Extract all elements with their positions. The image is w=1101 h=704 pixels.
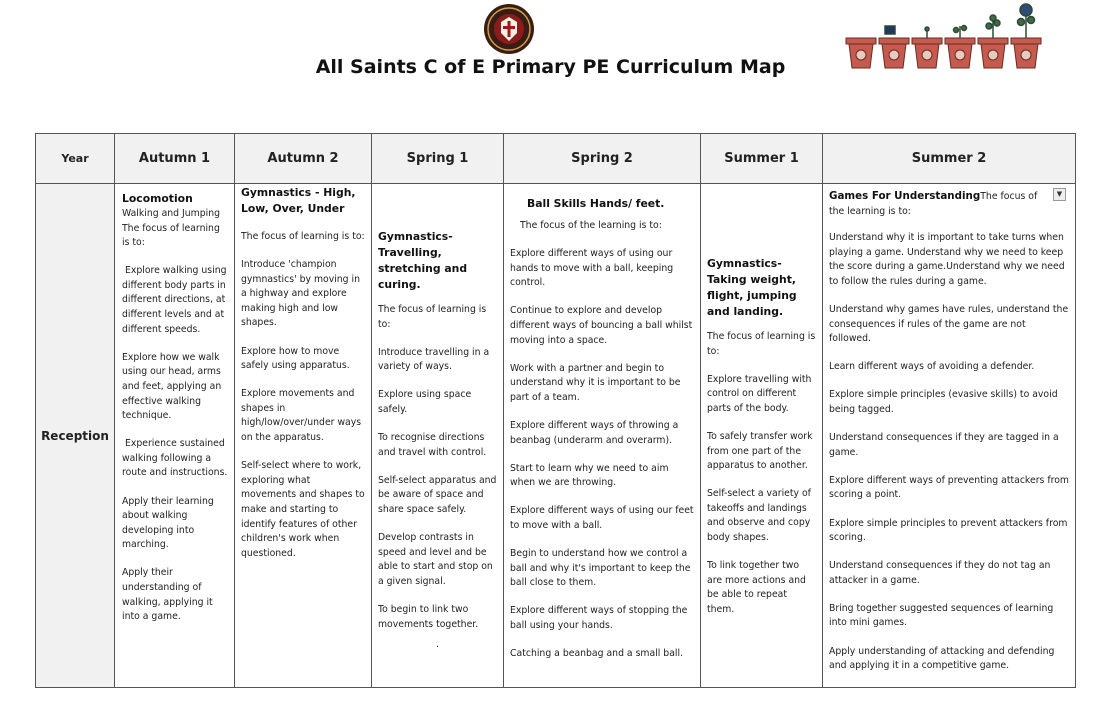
autumn-1-item: Experience sustained walking following a route and instructions.: [122, 438, 228, 479]
autumn-2-item: Introduce 'champion gymnastics' by moving in a highway and explore making high and low shapes.: [241, 259, 363, 329]
col-header-spring-2: Spring 2: [504, 134, 701, 184]
page-title: All Saints C of E Primary PE Curriculum Map: [315, 56, 786, 78]
dropdown-arrow-icon[interactable]: ▼: [1053, 188, 1066, 201]
summer-1-intro: The focus of learning is to:: [707, 331, 819, 357]
spring-1-item: Self-select apparatus and be aware of space and share space safely.: [378, 474, 500, 515]
cell-autumn-1: [115, 184, 235, 688]
summer-1-item: Explore travelling with control on different parts of the body.: [707, 373, 815, 414]
autumn-2-item: Self-select where to work, exploring what movements and shapes to make and starting to identify features of other children's work when questioned.: [241, 460, 368, 559]
autumn-1-item: Apply their learning about walking developing into marching.: [122, 495, 217, 551]
cell-autumn-2: [235, 184, 372, 688]
autumn-1-item: Explore walking using different body parts in different directions, at different levels and at different speeds.: [122, 265, 230, 335]
summer-2-heading: Games For Understanding: [829, 190, 981, 202]
summer-2-heading-line: [829, 188, 1051, 219]
summer-2-item: Understand consequences if they are tagged in a game.: [829, 432, 1062, 458]
school-crest-logo: [483, 3, 535, 55]
spring-1-item: Explore using space safely.: [378, 389, 475, 415]
curriculum-table: [35, 133, 1076, 688]
summer-1-item: To link together two are more actions and be able to repeat them.: [707, 560, 809, 615]
cell-summer-1: [701, 184, 823, 688]
spring-2-item: Start to learn why we need to aim when we are throwing.: [510, 462, 672, 489]
spring-2-heading: Ball Skills Hands/ feet.: [527, 197, 665, 210]
summer-2-item: Explore simple principles to prevent attackers from scoring.: [829, 517, 1071, 544]
summer-2-item: Explore different ways of preventing attackers from scoring a point.: [829, 474, 1072, 501]
col-header-autumn-2: Autumn 2: [235, 134, 372, 184]
spring-1-item: Introduce travelling in a variety of ways.: [378, 346, 493, 373]
spring-1-intro: The focus of learning is to:: [378, 304, 490, 330]
spring-2-item: Work with a partner and begin to understand why it is important to be part of a team.: [510, 362, 684, 403]
summer-2-item: Bring together suggested sequences of learning into mini games.: [829, 602, 1057, 629]
autumn-2-item: Explore how to move safely using apparatus.: [241, 345, 350, 372]
reception-row: [36, 184, 1076, 688]
summer-2-intro: The focus of the learning is to:: [829, 191, 1041, 217]
spring-1-heading: Gymnastics- Travelling, stretching and curing.: [378, 230, 471, 291]
autumn-1-intro: The focus of learning is to:: [122, 222, 223, 249]
spring-2-item: Begin to understand how we control a ball and why it's important to keep the ball close to them.: [510, 548, 694, 589]
autumn-2-item: Explore movements and shapes in high/low/over/under ways on the apparatus.: [241, 388, 365, 444]
header-row: [36, 134, 1076, 184]
cell-summer-2: [823, 184, 1076, 688]
summer-2-item: Learn different ways of avoiding a defender.: [829, 361, 1035, 373]
spring-2-item: Explore different ways of throwing a beanbag (underarm and overarm).: [510, 419, 682, 446]
autumn-2-intro: The focus of learning is to:: [241, 231, 365, 242]
autumn-1-item: Explore how we walk using our head, arms and feet, applying an effective walking technique.: [122, 351, 225, 422]
spring-2-intro: The focus of the learning is to:: [520, 220, 662, 231]
cell-spring-2: [504, 184, 701, 688]
summer-2-item: Explore simple principles (evasive skills) to avoid being tagged.: [829, 389, 1061, 416]
col-header-year: Year: [36, 134, 115, 184]
col-header-autumn-1: Autumn 1: [115, 134, 235, 184]
summer-1-item: Self-select a variety of takeoffs and landings and observe and copy body shapes.: [707, 488, 814, 544]
spring-2-item: Explore different ways of using our feet to move with a ball.: [510, 505, 697, 531]
autumn-1-heading: Locomotion: [122, 192, 193, 205]
spring-2-item: Continue to explore and develop different ways of bouncing a ball whilst moving into a space.: [510, 305, 696, 346]
summer-2-item: Apply understanding of attacking and defending and applying it in a competitive game.: [829, 645, 1058, 672]
spring-1-item: Develop contrasts in speed and level and be able to start and stop on a given signal.: [378, 532, 496, 587]
spring-2-item: Explore different ways of using our hands to move with a ball, keeping control.: [510, 248, 677, 289]
spring-2-item: Catching a beanbag and a small ball.: [510, 647, 684, 659]
cell-spring-1: [372, 184, 504, 688]
spring-1-trailing: .: [436, 639, 439, 651]
autumn-2-heading: Gymnastics - High, Low, Over, Under: [241, 186, 360, 215]
col-header-summer-2: Summer 2: [823, 134, 1076, 184]
spring-1-item: To begin to link two movements together.: [378, 603, 479, 630]
col-header-spring-1: Spring 1: [372, 134, 504, 184]
col-header-summer-1: Summer 1: [701, 134, 823, 184]
spring-1-item: To recognise directions and travel with control.: [378, 432, 488, 458]
summer-1-item: To safely transfer work from one part of the apparatus to another.: [707, 430, 816, 472]
summer-1-heading: Gymnastics- Taking weight, flight, jumping and landing.: [707, 257, 801, 318]
autumn-1-item: Apply their understanding of walking, applying it into a game.: [122, 567, 216, 623]
autumn-1-subheading: Walking and Jumping: [122, 208, 221, 219]
spring-2-item: Explore different ways of stopping the ball using your hands.: [510, 605, 691, 631]
summer-2-item: Understand consequences if they do not tag an attacker in a game.: [829, 560, 1054, 586]
summer-2-item: Understand why games have rules, understand the consequences if rules of the game are not followed.: [829, 304, 1072, 345]
row-label-reception: Reception: [36, 184, 115, 688]
summer-2-item: Understand why it is important to take turns when playing a game. Understand why we need to keep the score during a game.Understand why we need to follow the rules during a game.: [829, 232, 1068, 287]
